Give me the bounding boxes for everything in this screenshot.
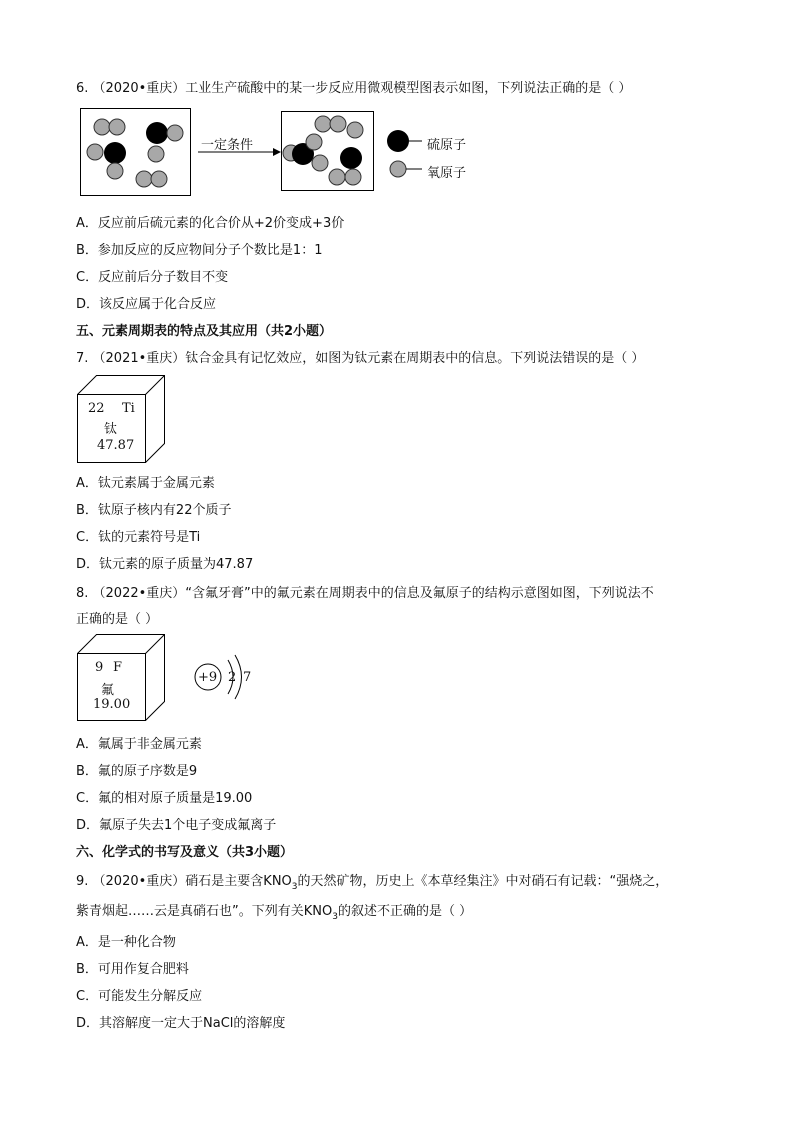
oxygen-atom [347, 122, 363, 138]
oxygen-atom [167, 125, 183, 141]
f-shell-1-electrons: 2 [228, 670, 237, 685]
q8-option-d: D．氟原子失去1个电子变成氟离子 [76, 818, 277, 833]
q8-option-b: B．氟的原子序数是9 [76, 764, 198, 779]
legend-oxygen-label: 氧原子 [427, 166, 467, 181]
oxygen-atom [306, 134, 322, 150]
oxygen-atom [329, 169, 345, 185]
q8-option-a: A．氟属于非金属元素 [76, 737, 202, 752]
q8-option-c: C．氟的相对原子质量是19.00 [76, 791, 253, 806]
q9-option-b: B．可用作复合肥料 [76, 962, 189, 977]
q9-option-d: D．其溶解度一定大于NaCl的溶解度 [76, 1016, 286, 1031]
oxygen-atom [94, 119, 110, 135]
oxygen-atom [330, 116, 346, 132]
q7-option-d: D．钛元素的原子质量为47.87 [76, 557, 254, 572]
f-shell-2-electrons: 7 [243, 670, 252, 685]
section-5-title: 五、元素周期表的特点及其应用（共2小题） [76, 324, 333, 339]
reaction-diagram [80, 108, 480, 200]
oxygen-atom [148, 146, 164, 162]
f-nucleus-charge: +9 [198, 670, 218, 685]
q9-option-c: C．可能发生分解反应 [76, 989, 203, 1004]
oxygen-atom [109, 119, 125, 135]
question-9-stem-line2: 紫青烟起……云是真硝石也”。下列有关$KNO_3$的叙述不正确的是（ ） [76, 904, 473, 922]
arrow-head-icon [273, 148, 281, 156]
section-6-title: 六、化学式的书写及意义（共3小题） [76, 845, 294, 860]
f-mass: 19.00 [93, 697, 131, 712]
question-8-stem-line1: 8. （2022•重庆）“含氟牙膏”中的氟元素在周期表中的信息及氟原子的结构示意图如图，下列说法不 [76, 586, 654, 601]
f-atomic-number: 9 [95, 660, 104, 675]
ti-name: 钛 [104, 422, 118, 437]
sulfur-atom [104, 142, 126, 164]
oxygen-atom [151, 171, 167, 187]
ti-symbol: Ti [122, 401, 135, 416]
oxygen-atom [345, 169, 361, 185]
q9-option-a: A．是一种化合物 [76, 935, 176, 950]
question-6-stem: 6. （2020•重庆）工业生产硫酸中的某一步反应用微观模型图表示如图，下列说法正确的是（ ） [76, 81, 632, 96]
q6-option-b: B．参加反应的反应物间分子个数比是1：1 [76, 243, 323, 258]
q6-option-c: C．反应前后分子数目不变 [76, 270, 229, 285]
oxygen-atom [107, 163, 123, 179]
q7-option-a: A．钛元素属于金属元素 [76, 476, 215, 491]
legend-oxygen-icon [390, 161, 406, 177]
ti-mass: 47.87 [97, 438, 135, 453]
sulfur-atom [340, 147, 362, 169]
reaction-condition-label: 一定条件 [201, 138, 254, 153]
f-symbol: F [113, 660, 123, 675]
oxygen-atom [315, 116, 331, 132]
q7-option-b: B．钛原子核内有22个质子 [76, 503, 232, 518]
f-name: 氟 [101, 683, 115, 698]
question-9-stem-line1: 9. （2020•重庆）硝石是主要含$KNO_3$的天然矿物，历史上《本草经集注》中对硝石有记载：“强烧之， [76, 874, 669, 892]
legend-sulfur-label: 硫原子 [427, 138, 467, 153]
q6-option-d: D．该反应属于化合反应 [76, 297, 217, 312]
ti-atomic-number: 22 [88, 401, 105, 416]
legend-sulfur-icon [387, 130, 409, 152]
question-8-stem-line2: 正确的是（ ） [76, 612, 159, 627]
question-7-stem: 7. （2021•重庆）钛合金具有记忆效应，如图为钛元素在周期表中的信息。下列说法错误的是（ ） [76, 351, 645, 366]
oxygen-atom [87, 144, 103, 160]
q6-option-a: A．反应前后硫元素的化合价从+2价变成+3价 [76, 216, 345, 231]
oxygen-atom [312, 155, 328, 171]
oxygen-atom [136, 171, 152, 187]
sulfur-atom [146, 122, 168, 144]
q7-option-c: C．钛的元素符号是Ti [76, 530, 201, 545]
